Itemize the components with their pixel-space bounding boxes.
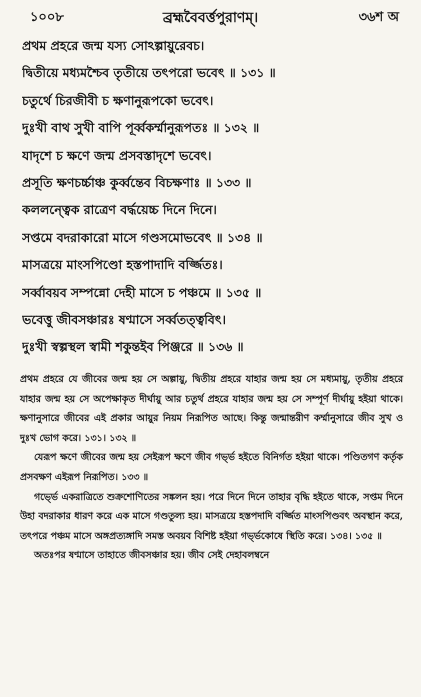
verse-line: কললন্ত্বেক রাত্রেণ বর্দ্ধয়েচ্চ দিনে দিনে। [22, 202, 217, 218]
running-title: ব্রহ্মবৈবর্ত্তপুরাণম্। [162, 10, 259, 26]
verse-line: প্রসূতি ক্ষণচর্চ্চাঞ্চ কুর্ব্বন্তেব বিচক্ষণাঃ ॥ ১৩৩ ॥ [22, 174, 252, 190]
verse-line: ভবেত্তু জীবসঞ্চারঃ ষণ্মাসে সর্ব্বতত্ত্ববিৎ। [22, 311, 226, 327]
commentary-paragraph: যেরূপ ক্ষণে জীবের জন্ম হয় সেইরূপ ক্ষণে জীব গর্ভ্ভ হইতে বিনির্গত হইয়া থাকে। পণ্ডিতগণ কর্তৃক প্রসবক্ষণ এইরূপ নিরূপিত। ১৩৩ ॥ [20, 452, 403, 483]
verse-line: দুঃখী বাথ সুখী বাপি পূর্ব্বকর্ম্মানুরূপতঃ ॥ ১৩২ ॥ [22, 120, 260, 136]
verse-line: সপ্তমে বদরাকারো মাসে গণ্ডসমোভবেৎ ॥ ১৩৪ ॥ [22, 229, 263, 245]
page-number: ১০০৮ [30, 10, 64, 25]
verse-line: দ্বিতীয়ে মধ্যমশ্চৈব তৃতীয়ে তৎপরো ভবেৎ ॥ ১৩১ ॥ [22, 65, 276, 81]
verse-line: যাদৃশে চ ক্ষণে জন্ম প্রসবস্তাদৃশে ভবেৎ। [22, 147, 212, 163]
commentary-paragraph: প্রথম প্রহরে যে জীবের জন্ম হয় সে অল্পায়ু, দ্বিতীয় প্রহরে যাহার জন্ম হয় সে মধ্যমায়ু, তৃতীয় প্রহরে যাহার জন্ম হয় সে অপেক্ষাকৃত দীর্ঘায়ু আর চতুর্থ প্রহরে যাহার জন্ম হয় সে সম্পূর্ণ দীর্ঘায়ু হইয়া থাকে। ক্ষণানুসারে জীবের এই প্রকার আয়ুর নিয়ম নিরূপিত আছে। কিন্তু জন্মান্তরীণ কর্ম্মানুসারে জীব সুখ ও দুঃখ ভোগ করে। ১৩১। ১৩২ ॥ [20, 374, 403, 444]
bengali-commentary [20, 370, 403, 566]
sanskrit-verses [22, 32, 411, 361]
chapter-label: ৩৬শ অ [358, 10, 399, 25]
verse-line: মাসত্রয়ে মাংসপিণ্ডো হস্তপাদাদি বর্জ্জিতঃ। [22, 257, 223, 273]
commentary-paragraph: অতঃপর ষণ্মাসে তাহাতে জীবসঞ্চার হয়। জীব সেই দেহাবলম্বনে [34, 550, 270, 562]
page-header [0, 6, 421, 28]
verse-line: চতুর্থে চিরজীবী চ ক্ষণানুরূপকো ভবেৎ। [22, 92, 214, 108]
verse-line: প্রথম প্রহরে জন্ম যস্য সোঽল্পায়ুরেবচ। [22, 38, 205, 53]
verse-line: দুঃখী স্বল্পস্থল স্বামী শকুন্তইব পিঞ্জরে ॥ ১৩৬ ॥ [22, 339, 244, 355]
verse-line: সর্ব্বাবয়ব সম্পন্নো দেহী মাসে চ পঞ্চমে ॥ ১৩৫ ॥ [22, 284, 262, 300]
commentary-paragraph: গর্ভ্ভে একরাত্রিতে শুক্রশোণিতের সঙ্কলন হয়। পরে দিনে দিনে তাহার বৃদ্ধি হইতে থাকে, সপ্তম দিনে উহা বদরাকার ধারণ করে এক মাসে গণ্ডতুল্য হয়। মাসত্রয়ে হস্তপদাদি বর্জ্জিত মাংসপিণ্ডবৎ অবস্থান করে, তৎপরে পঞ্চম মাসে অঙ্গপ্রত্যঙ্গাদি সমস্ত অবয়ব বিশিষ্ট হইয়া গর্ভ্ভকোষে স্থিতি করে। ১৩৪। ১৩৫ ॥ [20, 491, 403, 542]
